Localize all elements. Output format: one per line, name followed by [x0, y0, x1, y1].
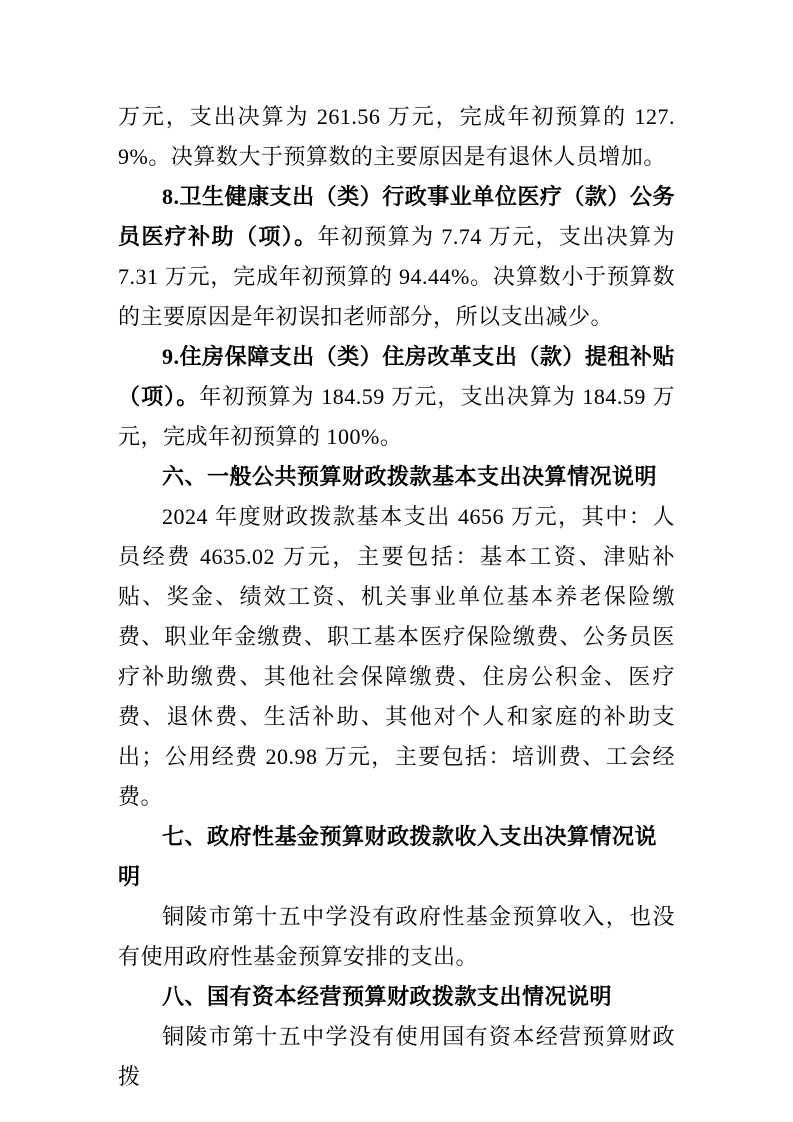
section-heading: 七、政府性基金预算财政拨款收入支出决算情况说明 — [118, 824, 658, 889]
paragraph: 8.卫生健康支出（类）行政事业单位医疗（款）公务员医疗补助（项）。年初预算为 7.74 万元，支出决算为 7.31 万元，完成年初预算的 94.44%。决算数小于预算数的主要原因是年初误扣老师部分，所以支出减少。 — [118, 184, 675, 329]
paragraph: 2024 年度财政拨款基本支出 4656 万元，其中：人员经费 4635.02 万元，主要包括：基本工资、津贴补贴、奖金、绩效工资、机关事业单位基本养老保险缴费、职业年金缴费、职工基本医疗保险缴费、公务员医疗补助缴费、其他社会保障缴费、住房公积金、医疗费、退休费、生活补助、其他对个人和家庭的补助支出；公用经费 20.98 万元，主要包括：培训费、工会经费。 — [118, 504, 675, 809]
paragraph: 铜陵市第十五中学没有使用国有资本经营预算财政拨 — [118, 1024, 675, 1089]
paragraph: 9.住房保障支出（类）住房改革支出（款）提租补贴（项）。年初预算为 184.59 万元，支出决算为 184.59 万元，完成年初预算的 100%。 — [118, 344, 675, 449]
paragraph-bold-lead: 9.住房保障支出（类）住房改革支出（款）提租补贴（项）。 — [118, 344, 675, 409]
section-heading: 六、一般公共预算财政拨款基本支出决算情况说明 — [162, 464, 658, 489]
section-heading: 八、国有资本经营预算财政拨款支出情况说明 — [162, 984, 613, 1009]
paragraph: 铜陵市第十五中学没有政府性基金预算收入，也没有使用政府性基金预算安排的支出。 — [118, 904, 675, 969]
paragraph-bold-lead: 8.卫生健康支出（类）行政事业单位医疗（款）公务员医疗补助（项）。 — [118, 184, 675, 249]
document-body — [118, 97, 675, 1097]
paragraph: 万元，支出决算为 261.56 万元，完成年初预算的 127.9%。决算数大于预算数的主要原因是有退休人员增加。 — [118, 104, 675, 169]
